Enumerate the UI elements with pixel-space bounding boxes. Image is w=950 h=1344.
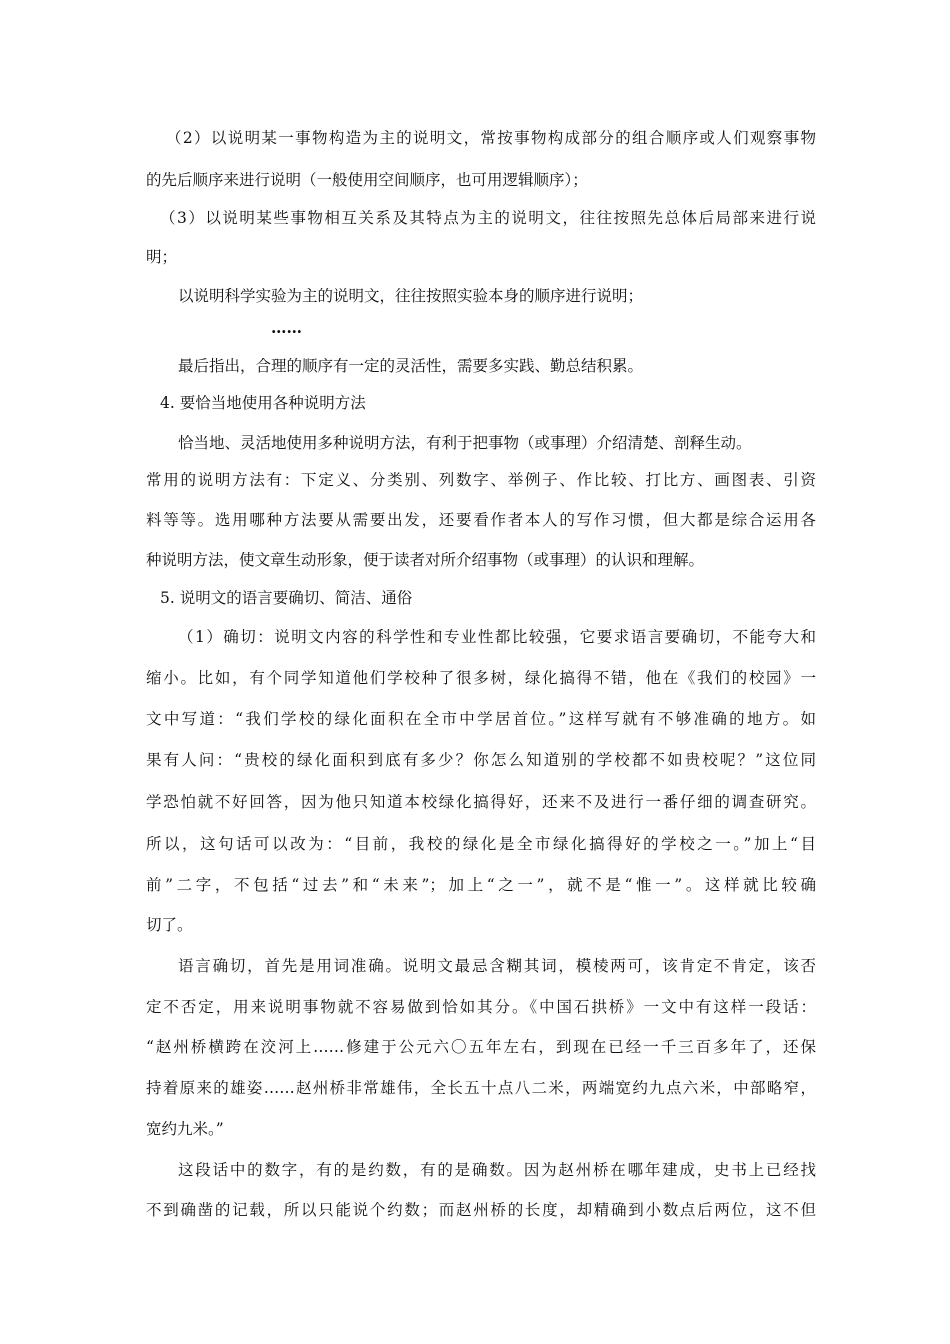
paragraph-accuracy-line-5: 学恐怕就不好回答，因为他只知道本校绿化搞得好，还来不及进行一番仔细的调查研究。 bbox=[146, 793, 816, 811]
paragraph-methods-line-1: 恰当地、灵活地使用多种说明方法，有利于把事物（或事理）介绍清楚、剖释生动。 bbox=[178, 434, 752, 452]
paragraph-methods-line-2: 常用的说明方法有：下定义、分类别、列数字、举例子、作比较、打比方、画图表、引资 bbox=[146, 471, 816, 489]
paragraph-wording-line-5: 宽约九米。” bbox=[146, 1120, 224, 1138]
paragraph-accuracy-line-4: 果有人问：“贵校的绿化面积到底有多少？你怎么知道别的学校都不如贵校呢？”这位同 bbox=[146, 751, 816, 769]
paragraph-accuracy-line-8: 切了。 bbox=[146, 916, 193, 934]
paragraph-wording-line-3: “赵州桥横跨在洨河上……修建于公元六〇五年左右，到现在已经一千三百多年了，还保 bbox=[146, 1038, 816, 1056]
paragraph-accuracy-line-3: 文中写道：“我们学校的绿化面积在全市中学居首位。”这样写就有不够准确的地方。如 bbox=[146, 710, 816, 728]
paragraph-wording-line-1: 语言确切，首先是用词准确。说明文最忌含糊其词，模棱两可，该肯定不肯定，该否 bbox=[178, 957, 816, 975]
paragraph-science-order: 以说明科学实验为主的说明文，往往按照实验本身的顺序进行说明； bbox=[178, 287, 644, 305]
paragraph-wording-line-2: 定不否定，用来说明事物就不容易做到恰如其分。《中国石拱桥》一文中有这样一段话： bbox=[146, 998, 816, 1016]
paragraph-accuracy-line-6: 所以，这句话可以改为：“目前，我校的绿化是全市绿化搞得好的学校之一。”加上“目 bbox=[146, 835, 816, 853]
paragraph-wording-line-4: 持着原来的雄姿……赵州桥非常雄伟，全长五十点八二米，两端宽约九点六米，中部略窄， bbox=[146, 1079, 816, 1097]
paragraph-3-line-2: 明； bbox=[146, 248, 178, 266]
paragraph-accuracy-line-2: 缩小。比如，有个同学知道他们学校种了很多树，绿化搞得不错，他在《我们的校园》一 bbox=[146, 669, 816, 687]
heading-4: 4. 要恰当地使用各种说明方法 bbox=[160, 394, 366, 412]
paragraph-methods-line-3: 料等等。选用哪种方法要从需要出发，还要看作者本人的写作习惯，但大都是综合运用各 bbox=[146, 511, 816, 529]
paragraph-methods-line-4: 种说明方法，使文章生动形象，便于读者对所介绍事物（或事理）的认识和理解。 bbox=[146, 551, 705, 569]
ellipsis: …… bbox=[271, 318, 302, 337]
paragraph-numbers-line-2: 不到确凿的记载，所以只能说个约数；而赵州桥的长度，却精确到小数点后两位，这不但 bbox=[146, 1201, 816, 1219]
paragraph-2-line-1: （2）以说明某一事物构造为主的说明文，常按事物构成部分的组合顺序或人们观察事物 bbox=[166, 129, 816, 147]
heading-5: 5. 说明文的语言要确切、简洁、通俗 bbox=[160, 589, 413, 607]
paragraph-2-line-2: 的先后顺序来进行说明（一般使用空间顺序，也可用逻辑顺序）； bbox=[146, 171, 588, 189]
paragraph-numbers-line-1: 这段话中的数字，有的是约数，有的是确数。因为赵州桥在哪年建成，史书上已经找 bbox=[178, 1161, 816, 1179]
paragraph-summary: 最后指出，合理的顺序有一定的灵活性，需要多实践、勤总结积累。 bbox=[178, 357, 644, 375]
paragraph-accuracy-line-1: （1）确切：说明文内容的科学性和专业性都比较强，它要求语言要确切，不能夸大和 bbox=[178, 628, 816, 646]
paragraph-3-line-1: （3）以说明某些事物相互关系及其特点为主的说明文，往往按照先总体后局部来进行说 bbox=[160, 209, 816, 227]
paragraph-accuracy-line-7: 前”二字，不包括“过去”和“未来”；加上“之一”，就不是“惟一”。这样就比较确 bbox=[146, 876, 816, 894]
